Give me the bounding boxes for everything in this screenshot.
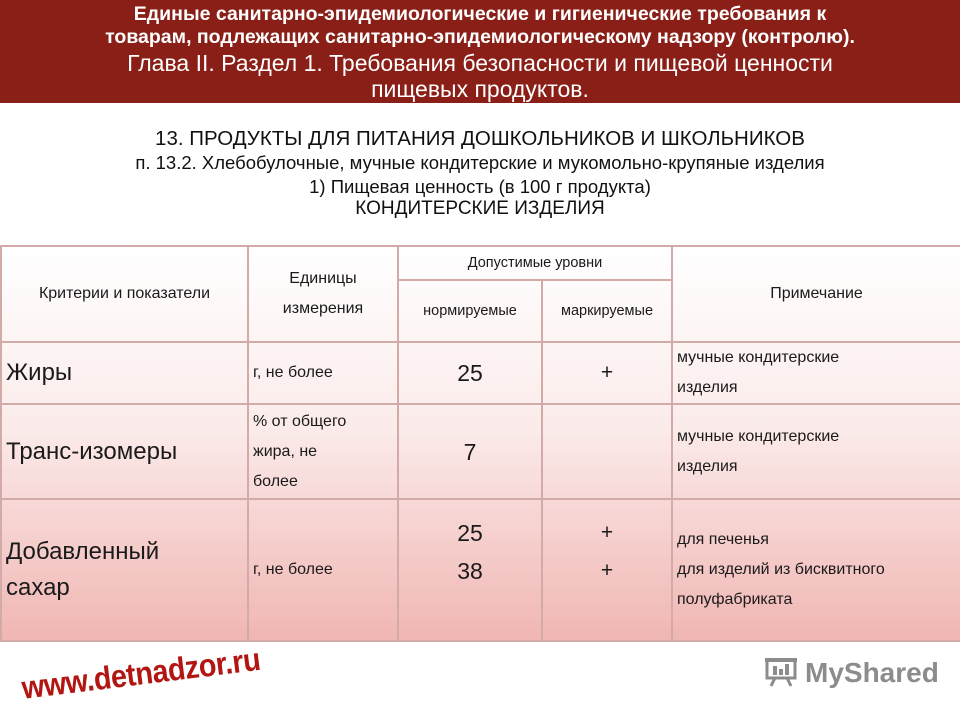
presentation-board-icon xyxy=(765,657,797,687)
marked-value-1: + xyxy=(600,521,614,544)
note-line-2: изделия xyxy=(677,457,738,475)
note-line-1: для печенья xyxy=(677,531,769,548)
header-units xyxy=(248,246,398,342)
requirements-table-container xyxy=(0,245,960,640)
header-units-line-2: измерения xyxy=(282,300,364,317)
title-banner xyxy=(0,0,960,103)
note-line-3: полуфабриката xyxy=(677,591,793,608)
banner-line-2: товарам, подлежащих санитарно-эпидемиологическому надзору (контролю). xyxy=(105,26,855,48)
unit-cell: г, не более xyxy=(248,499,398,641)
section-heading: 13. ПРОДУКТЫ ДЛЯ ПИТАНИЯ ДОШКОЛЬНИКОВ И ШКОЛЬНИКОВ xyxy=(155,127,805,150)
normed-value-cell: 7 xyxy=(398,404,542,499)
logo-text: MyShared xyxy=(805,657,939,688)
note-line-2: изделия xyxy=(677,379,738,396)
note-line-2: для изделий из бисквитного xyxy=(677,561,885,578)
header-levels: Допустимые уровни xyxy=(398,246,672,280)
banner-line-1: Единые санитарно-эпидемиологические и гигиенические требования к xyxy=(133,3,827,25)
banner-line-4: пищевых продуктов. xyxy=(371,76,589,102)
normed-value-cell: 25 xyxy=(398,342,542,404)
header-marked: маркируемые xyxy=(542,280,672,342)
note-cell xyxy=(672,499,960,641)
normed-value-cell xyxy=(398,499,542,641)
note-line-1: мучные кондитерские xyxy=(677,349,840,366)
unit-line-1: % от общего xyxy=(253,412,347,430)
unit-cell xyxy=(248,404,398,499)
note-cell xyxy=(672,342,960,404)
banner-line-3: Глава II. Раздел 1. Требования безопасности и пищевой ценности xyxy=(127,50,833,76)
normed-value-2: 38 xyxy=(457,558,483,584)
criterion-line-1: Добавленный xyxy=(6,538,160,565)
unit-line-3: более xyxy=(253,472,298,490)
requirements-table xyxy=(0,245,960,642)
unit-cell: г, не более xyxy=(248,342,398,404)
header-units-line-1: Единицы xyxy=(289,270,357,287)
marked-value-cell: + xyxy=(542,342,672,404)
criterion-cell xyxy=(1,499,248,641)
note-cell xyxy=(672,404,960,499)
header-note: Примечание xyxy=(672,246,960,342)
marked-value-cell xyxy=(542,404,672,499)
marked-value-2: + xyxy=(600,559,614,582)
table-row xyxy=(1,404,960,499)
table-row xyxy=(1,342,960,404)
criterion-cell: Жиры xyxy=(1,342,248,404)
unit-line-2: жира, не xyxy=(253,442,318,460)
criterion-cell: Транс-изомеры xyxy=(1,404,248,499)
header-normed: нормируемые xyxy=(398,280,542,342)
website-link[interactable]: www.detnadzor.ru xyxy=(19,640,263,706)
subsection-heading: п. 13.2. Хлебобулочные, мучные кондитерские и мукомольно-крупяные изделия xyxy=(135,152,825,173)
nutrition-heading: 1) Пищевая ценность (в 100 г продукта) xyxy=(309,176,651,197)
note-line-1: мучные кондитерские xyxy=(677,427,840,445)
myshared-logo[interactable] xyxy=(765,655,940,695)
marked-value-cell xyxy=(542,499,672,641)
criterion-line-2: сахар xyxy=(6,574,70,601)
category-heading: КОНДИТЕРСКИЕ ИЗДЕЛИЯ xyxy=(355,198,605,219)
header-criteria: Критерии и показатели xyxy=(1,246,248,342)
table-header-row xyxy=(1,246,960,280)
normed-value-1: 25 xyxy=(457,520,483,546)
table-row xyxy=(1,499,960,641)
